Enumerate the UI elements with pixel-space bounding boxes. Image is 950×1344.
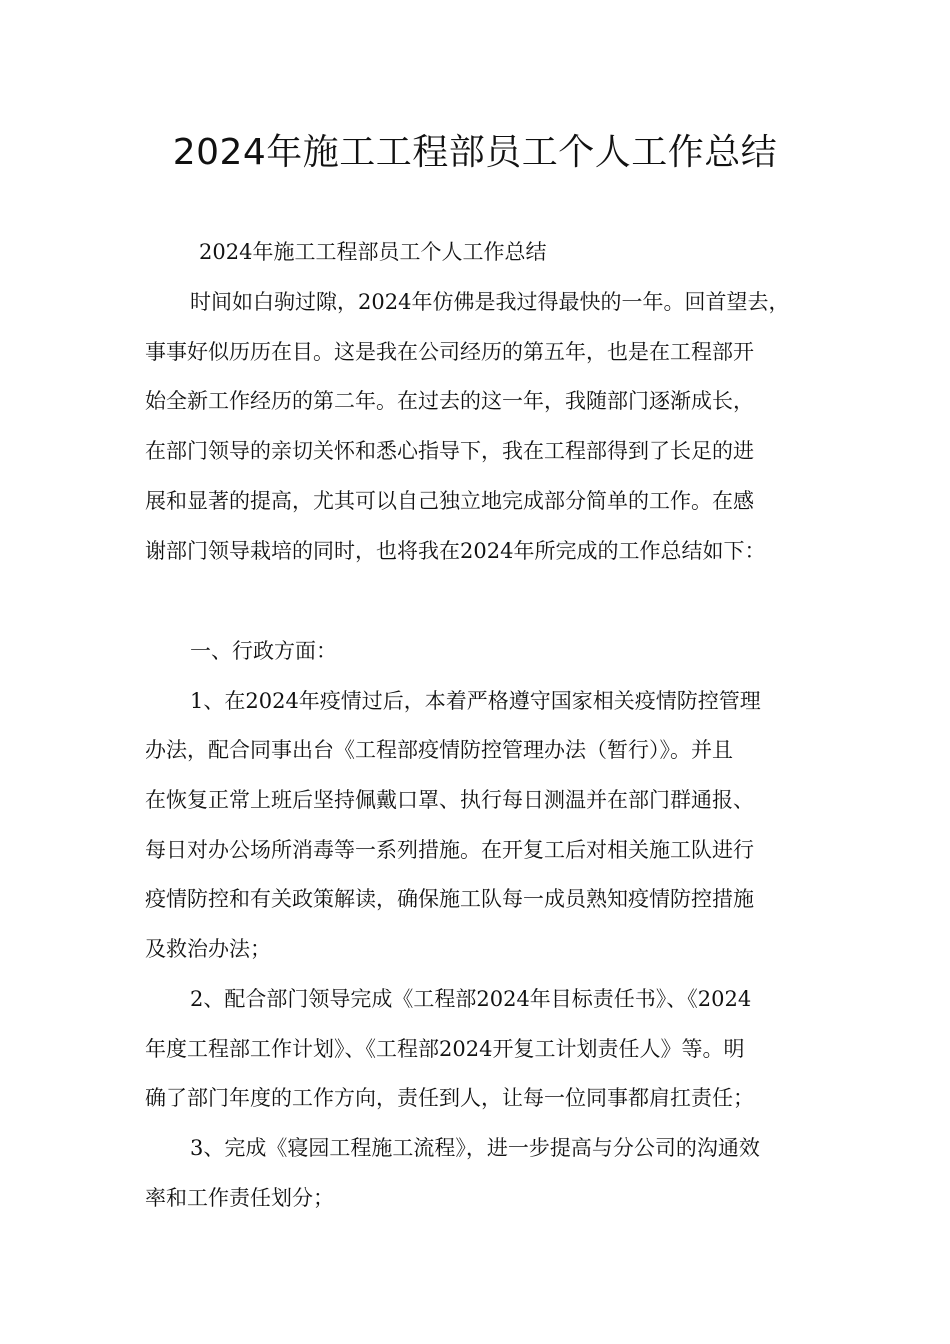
document-title: 2024年施工工程部员工个人工作总结 [172, 132, 778, 173]
paragraph-line: 谢部门领导栽培的同时，也将我在2024年所完成的工作总结如下： [145, 539, 766, 563]
paragraph-line: 在部门领导的亲切关怀和悉心指导下，我在工程部得到了长足的进 [145, 439, 754, 463]
subtitle-line: 2024年施工工程部员工个人工作总结 [199, 240, 547, 264]
paragraph-line: 时间如白驹过隙，2024年仿佛是我过得最快的一年。回首望去， [190, 290, 790, 314]
paragraph-line: 展和显著的提高，尤其可以自己独立地完成部分简单的工作。在感 [145, 489, 754, 513]
section-heading: 一、行政方面： [190, 639, 337, 663]
paragraph-line: 1、在2024年疫情过后，本着严格遵守国家相关疫情防控管理 [190, 689, 761, 713]
paragraph-line: 始全新工作经历的第二年。在过去的这一年，我随部门逐渐成长， [145, 389, 754, 413]
paragraph-line: 3、完成《寝园工程施工流程》，进一步提高与分公司的沟通效 [190, 1136, 760, 1160]
paragraph-line: 每日对办公场所消毒等一系列措施。在开复工后对相关施工队进行 [145, 838, 754, 862]
paragraph-line: 事事好似历历在目。这是我在公司经历的第五年，也是在工程部开 [145, 340, 754, 364]
paragraph-line: 率和工作责任划分； [145, 1186, 334, 1210]
paragraph-line: 年度工程部工作计划》、《工程部2024开复工计划责任人》等。明 [145, 1037, 745, 1061]
paragraph-line: 2、配合部门领导完成《工程部2024年目标责任书》、《2024 [190, 987, 752, 1011]
paragraph-line: 在恢复正常上班后坚持佩戴口罩、执行每日测温并在部门群通报、 [145, 788, 754, 812]
paragraph-line: 确了部门年度的工作方向，责任到人，让每一位同事都肩扛责任； [145, 1086, 754, 1110]
paragraph-line: 及救治办法； [145, 937, 271, 961]
paragraph-line: 疫情防控和有关政策解读，确保施工队每一成员熟知疫情防控措施 [145, 887, 754, 911]
paragraph-line: 办法，配合同事出台《工程部疫情防控管理办法（暂行）》。并且 [145, 738, 733, 762]
